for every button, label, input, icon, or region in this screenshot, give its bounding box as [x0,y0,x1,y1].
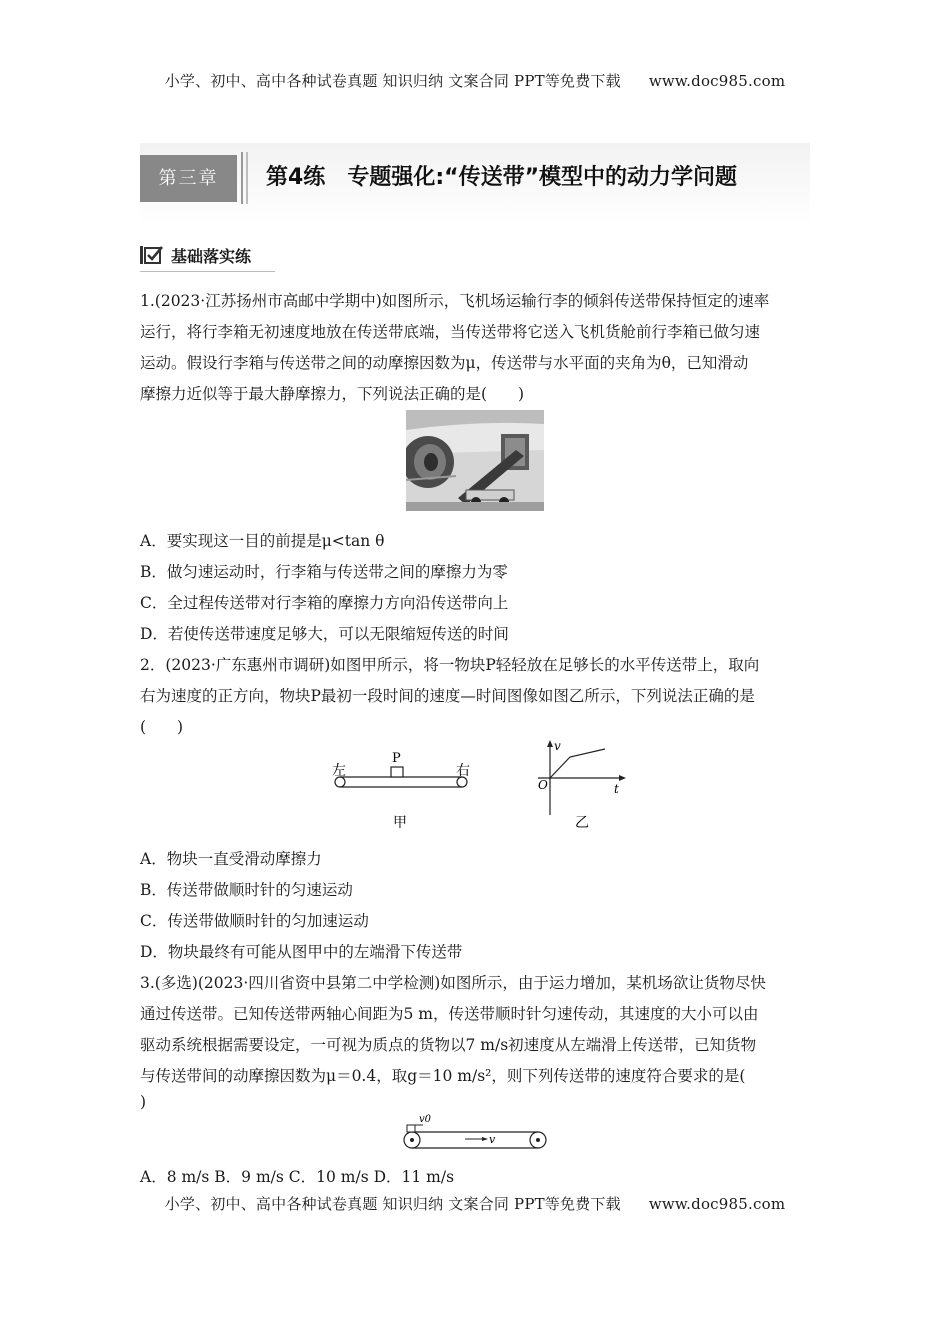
q3-options: A．8 m/s B．9 m/s C．10 m/s D．11 m/s [140,1168,455,1186]
block-label: P [392,751,401,766]
vt-graph-b [538,740,626,831]
v0-label: v0 [419,1114,432,1125]
block-p [391,767,403,777]
q1-line: 1.(2023·江苏扬州市高邮中学期中)如图所示，飞机场运输行李的倾斜传送带保持恒定的速率 [140,292,770,310]
lesson-title: 专题强化:“传送带”模型中的动力学问题 [347,165,738,190]
q3-belt-figure [395,1112,555,1154]
q1-line: 运动。假设行李箱与传送带之间的动摩擦因数为μ，传送带与水平面的夹角为θ，已知滑动 [140,354,749,372]
t-axis-label: t [614,782,619,796]
q3-line: 通过传送带。已知传送带两轴心间距为5 m，传送带顺时针匀速传动，其速度的大小可以由 [140,1005,759,1023]
origin-label: O [538,778,548,792]
q2-option-b: B．传送带做顺时针的匀速运动 [140,881,353,899]
q1-option-c: C．全过程传送带对行李箱的摩擦力方向沿传送带向上 [140,594,509,612]
page-footer [0,1193,950,1214]
belt-diagram-a [332,751,470,831]
q2-option-a: A．物块一直受滑动摩擦力 [140,850,322,868]
q1-option-b: B．做匀速运动时，行李箱与传送带之间的摩擦力为零 [140,563,508,581]
airport-conveyor-photo [406,410,544,511]
caption-b: 乙 [575,815,589,831]
section-label: 基础落实练 [171,247,252,266]
q2-option-d: D．物块最终有可能从图甲中的左端滑下传送带 [140,943,463,961]
q3-line: 驱动系统根据需要设定，一可视为质点的货物以7 m/s初速度从左端滑上传送带，已知货物 [140,1036,757,1054]
q3-line: ) [140,1093,147,1111]
v-label: v [489,1133,496,1146]
header-site: www.doc985.com [648,72,786,90]
checklist-icon [140,244,164,266]
q2-line: 右为速度的正方向，物块P最初一段时间的速度—时间图像如图乙所示，下列说法正确的是 [140,687,755,705]
page-title [266,160,737,191]
q1-line: 摩擦力近似等于最大静摩擦力，下列说法正确的是( ) [140,385,525,403]
left-label: 左 [332,763,346,779]
title-divider [241,152,243,204]
vt-curve [550,749,605,778]
q2-line: ( ) [140,718,184,736]
q3-line: 与传送带间的动摩擦因数为μ＝0.4，取g＝10 m/s²，则下列传送带的速度符合要求的是( [140,1067,746,1085]
caption-a: 甲 [393,815,407,831]
right-label: 右 [456,763,470,779]
v-axis-label: v [554,740,561,753]
footer-text: 小学、初中、高中各种试卷真题 知识归纳 文案合同 PPT等免费下载 [164,1195,621,1213]
q3-line: 3.(多选)(2023·四川省资中县第二中学检测)如图所示，由于运力增加，某机场欲让货物尽快 [140,974,766,992]
cargo-block [407,1125,415,1132]
chapter-label: 第三章 [140,155,237,202]
title-divider [246,152,248,204]
footer-site: www.doc985.com [648,1195,786,1213]
q1-option-a: A．要实现这一目的前提是μ<tan θ [140,532,385,550]
section-underline [140,271,275,272]
page-header [0,70,950,91]
lesson-number: 第4练 [266,165,326,190]
q1-option-d: D．若使传送带速度足够大，可以无限缩短传送的时间 [140,625,509,643]
q2-option-c: C．传送带做顺时针的匀加速运动 [140,912,369,930]
q1-line: 运行，将行李箱无初速度地放在传送带底端，当传送带将它送入飞机货舱前行李箱已做匀速 [140,323,761,341]
q2-figure [330,740,630,835]
q2-line: 2．(2023·广东惠州市调研)如图甲所示，将一物块P轻轻放在足够长的水平传送带上，取向 [140,656,760,674]
header-text: 小学、初中、高中各种试卷真题 知识归纳 文案合同 PPT等免费下载 [164,72,621,90]
